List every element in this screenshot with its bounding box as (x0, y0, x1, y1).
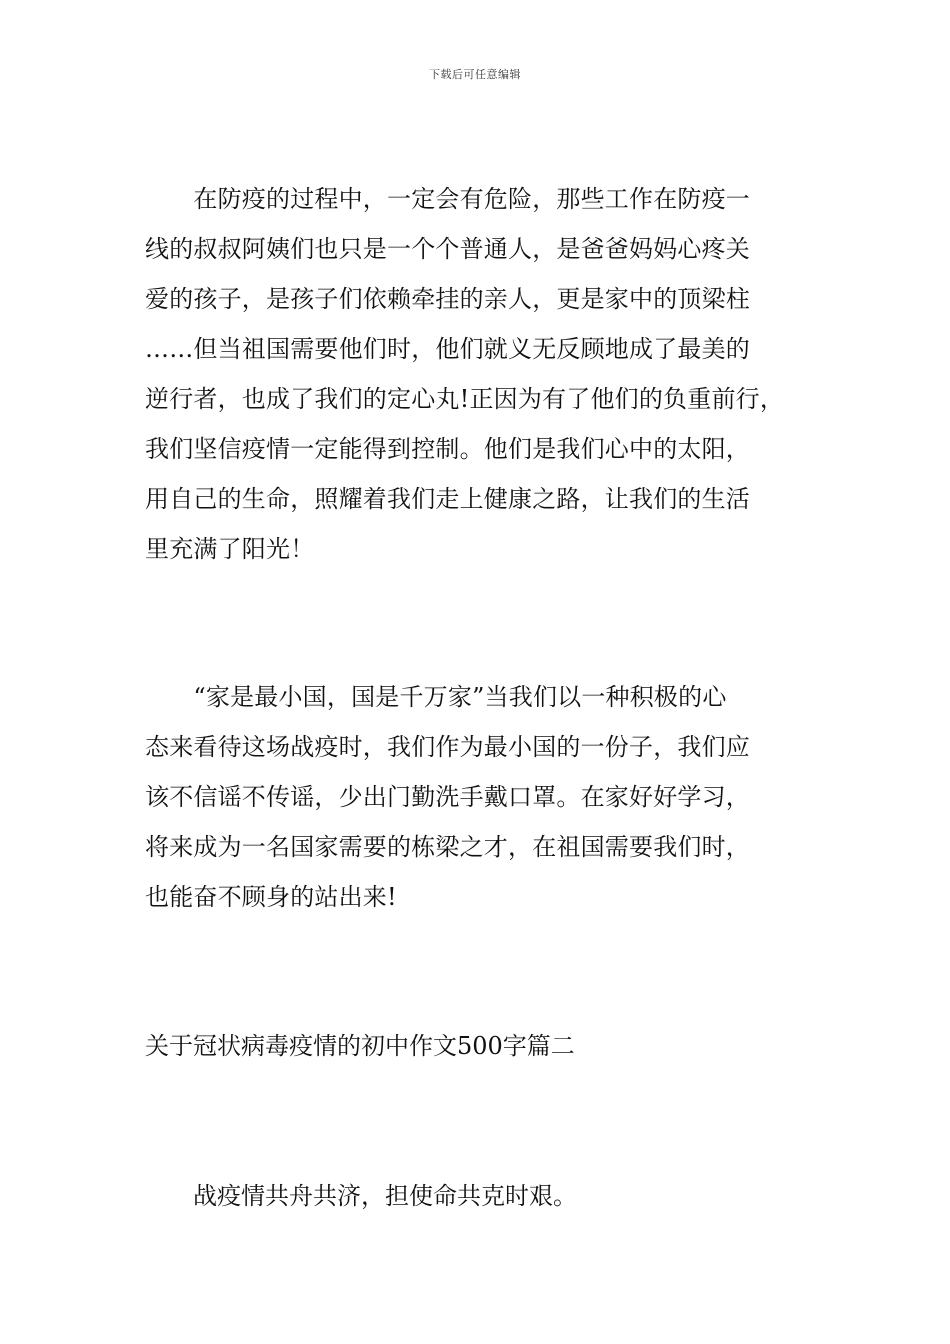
paragraph-1 (145, 174, 784, 574)
paragraph-line: 态来看待这场战疫时，我们作为最小国的一份子，我们应 (145, 733, 750, 761)
paragraph-line: 线的叔叔阿姨们也只是一个个普通人，是爸爸妈妈心疼关 (145, 235, 750, 263)
closing-paragraph: 战疫情共舟共济，担使命共克时艰。 (193, 1182, 577, 1210)
paragraph-line: 将来成为一名国家需要的栋梁之才，在祖国需要我们时， (145, 833, 750, 861)
paragraph-line: 也能奋不顾身的站出来! (145, 883, 397, 911)
paragraph-line: ……但当祖国需要他们时，他们就义无反顾地成了最美的 (145, 335, 750, 363)
paragraph-line: 在防疫的过程中，一定会有危险，那些工作在防疫一 (145, 185, 750, 213)
paragraph-line: 该不信谣不传谣，少出门勤洗手戴口罩。在家好好学习， (145, 783, 750, 811)
paragraph-line: 里充满了阳光！ (145, 535, 315, 563)
paragraph-line: 爱的孩子，是孩子们依赖牵挂的亲人，更是家中的顶梁柱 (145, 285, 750, 313)
paragraph-line: “家是最小国，国是千万家”当我们以一种积极的心 (145, 683, 727, 711)
section-heading: 关于冠状病毒疫情的初中作文500字篇二 (145, 1032, 575, 1060)
paragraph-line: 逆行者，也成了我们的定心丸!正因为有了他们的负重前行， (145, 385, 785, 413)
header-note: 下载后可任意编辑 (429, 68, 521, 81)
paragraph-line: 我们坚信疫情一定能得到控制。他们是我们心中的太阳， (145, 435, 750, 463)
paragraph-2 (145, 672, 750, 922)
paragraph-line: 用自己的生命，照耀着我们走上健康之路，让我们的生活 (145, 485, 750, 513)
